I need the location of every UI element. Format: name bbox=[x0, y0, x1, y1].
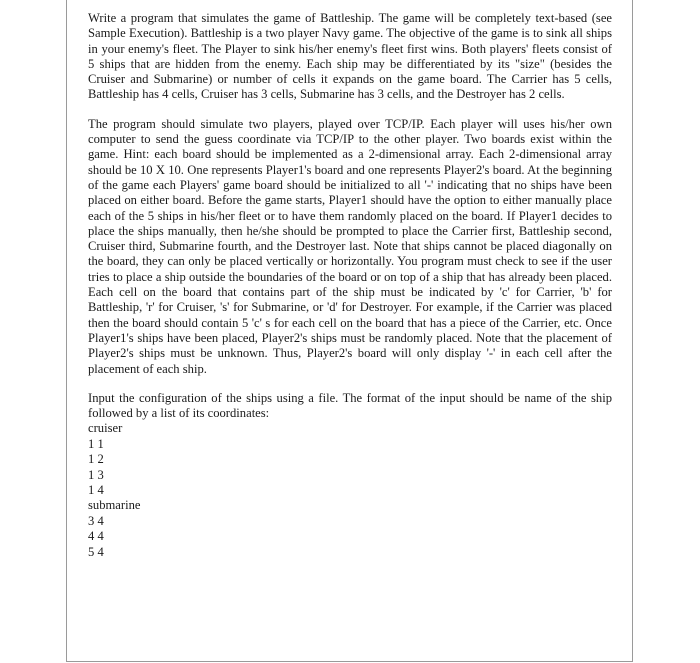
input-line: submarine bbox=[88, 498, 141, 513]
input-line: 5 4 bbox=[88, 544, 104, 559]
paragraph-tcp-ip: The program should simulate two players, played over TCP/IP. Each player will uses his/her own computer to send the guess coordinate via TCP/IP to the other player. Two boards exist within the game. Hint: each board should be implemented as a 2-dimensional array. Each 2-dimensional array should be 10 X 10. One represents Player1's board and one represents Player2's board. At the beginning of the game each Players' game board should be initialized to all '-' indicating that no ships have been placed on either board. Before the game starts, Player1 should have the option to either manually place each of the 5 ships in his/her fleet or to have them randomly placed on the board. If Player1 decides to place the ships manually, then he/she should be prompted to place the Carrier first, Battleship second, Cruiser third, Submarine fourth, and the Destroyer last. Note that ships cannot be placed diagonally on the board, they can only be placed vertically or horizontally. You program must check to see if the user tries to place a ship outside the boundaries of the board or on top of a ship that has already been placed. Each cell on the board that contains part of the ship must be indicated by 'c' for Carrier, 'b' for Battleship, 'r' for Cruiser, 's' for Submarine, or 'd' for Destroyer. For example, if the Carrier was placed then the board should contain 5 'c' s for each cell on the board that has a piece of the Carrier, etc. Once Player1's ships have been placed, Player2's ships must be randomly placed. Note that the placement of Player2's ships must be unknown. Thus, Player2's board will only display '-' in each cell after the placement of each ship. bbox=[88, 116, 612, 376]
paragraph-input-format: Input the configuration of the ships using a file. The format of the input should be name of the ship followed by a list of its coordinates: bbox=[88, 390, 612, 421]
input-line: cruiser bbox=[88, 421, 123, 436]
document-body bbox=[88, 11, 612, 560]
paragraph-intro: Write a program that simulates the game of Battleship. The game will be completely text-based (see Sample Execution). Battleship is a two player Navy game. The objective of the game is to sink all ships in your enemy's fleet. The Player to sink his/her enemy's fleet first wins. Both players' fleets consist of 5 ships that are hidden from the enemy. Each ship may be differentiated by its "size" (besides the Cruiser and Submarine) or number of cells it expands on the game board. The Carrier has 5 cells, Battleship has 4 cells, Cruiser has 3 cells, Submarine has 3 cells, and the Destroyer has 2 cells. bbox=[88, 11, 612, 102]
input-line: 4 4 bbox=[88, 529, 104, 544]
input-line: 3 4 bbox=[88, 513, 104, 528]
input-line: 1 3 bbox=[88, 467, 104, 482]
input-line: 1 2 bbox=[88, 452, 104, 467]
input-line: 1 4 bbox=[88, 483, 104, 498]
input-line: 1 1 bbox=[88, 436, 104, 451]
input-example-list bbox=[88, 421, 612, 560]
